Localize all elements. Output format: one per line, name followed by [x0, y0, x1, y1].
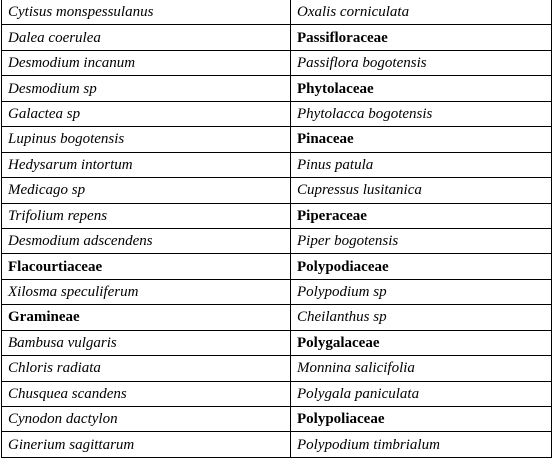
- table-cell-right: Polygalaceae: [291, 330, 552, 355]
- table-row: [2, 203, 552, 228]
- table-cell-left: Galactea sp: [2, 101, 291, 126]
- table-row: [2, 178, 552, 203]
- table-cell-left: Chusquea scandens: [2, 381, 291, 406]
- table-cell-left: Hedysarum intortum: [2, 152, 291, 177]
- table-cell-left: Desmodium adscendens: [2, 228, 291, 253]
- table-row: [2, 127, 552, 152]
- table-cell-right: Polypodiaceae: [291, 254, 552, 279]
- table-cell-right: Polypodium sp: [291, 279, 552, 304]
- table-cell-left: Flacourtiaceae: [2, 254, 291, 279]
- table-cell-left: Trifolium repens: [2, 203, 291, 228]
- table-cell-left: Ginerium sagittarum: [2, 432, 291, 457]
- table-cell-right: Cupressus lusitanica: [291, 178, 552, 203]
- table-row: [2, 0, 552, 25]
- table-cell-left: Bambusa vulgaris: [2, 330, 291, 355]
- species-table: [1, 0, 552, 458]
- table-row: [2, 330, 552, 355]
- table-row: [2, 432, 552, 457]
- table-cell-left: Gramineae: [2, 305, 291, 330]
- table-cell-right: Passifloraceae: [291, 25, 552, 50]
- table-row: [2, 279, 552, 304]
- table-row: [2, 381, 552, 406]
- table-row: [2, 152, 552, 177]
- table-cell-left: Chloris radiata: [2, 356, 291, 381]
- table-row: [2, 228, 552, 253]
- table-cell-left: Cynodon dactylon: [2, 407, 291, 432]
- table-cell-right: Oxalis corniculata: [291, 0, 552, 25]
- table-cell-right: Cheilanthus sp: [291, 305, 552, 330]
- table-cell-left: Lupinus bogotensis: [2, 127, 291, 152]
- table-cell-right: Passiflora bogotensis: [291, 50, 552, 75]
- table-cell-left: Medicago sp: [2, 178, 291, 203]
- table-cell-left: Dalea coerulea: [2, 25, 291, 50]
- table-cell-right: Polypoliaceae: [291, 407, 552, 432]
- table-cell-right: Monnina salicifolia: [291, 356, 552, 381]
- table-cell-right: Polygala paniculata: [291, 381, 552, 406]
- table-cell-right: Phytolacca bogotensis: [291, 101, 552, 126]
- table-row: [2, 50, 552, 75]
- table-cell-left: Xilosma speculiferum: [2, 279, 291, 304]
- table-row: [2, 356, 552, 381]
- table-row: [2, 76, 552, 101]
- table-cell-right: Phytolaceae: [291, 76, 552, 101]
- species-table-body: [2, 0, 552, 457]
- table-cell-left: Cytisus monspessulanus: [2, 0, 291, 25]
- table-cell-right: Pinus patula: [291, 152, 552, 177]
- table-row: [2, 101, 552, 126]
- table-cell-right: Polypodium timbrialum: [291, 432, 552, 457]
- table-cell-right: Piper bogotensis: [291, 228, 552, 253]
- table-cell-right: Piperaceae: [291, 203, 552, 228]
- table-row: [2, 25, 552, 50]
- table-row: [2, 305, 552, 330]
- table-cell-left: Desmodium incanum: [2, 50, 291, 75]
- table-cell-left: Desmodium sp: [2, 76, 291, 101]
- table-cell-right: Pinaceae: [291, 127, 552, 152]
- table-row: [2, 407, 552, 432]
- table-row: [2, 254, 552, 279]
